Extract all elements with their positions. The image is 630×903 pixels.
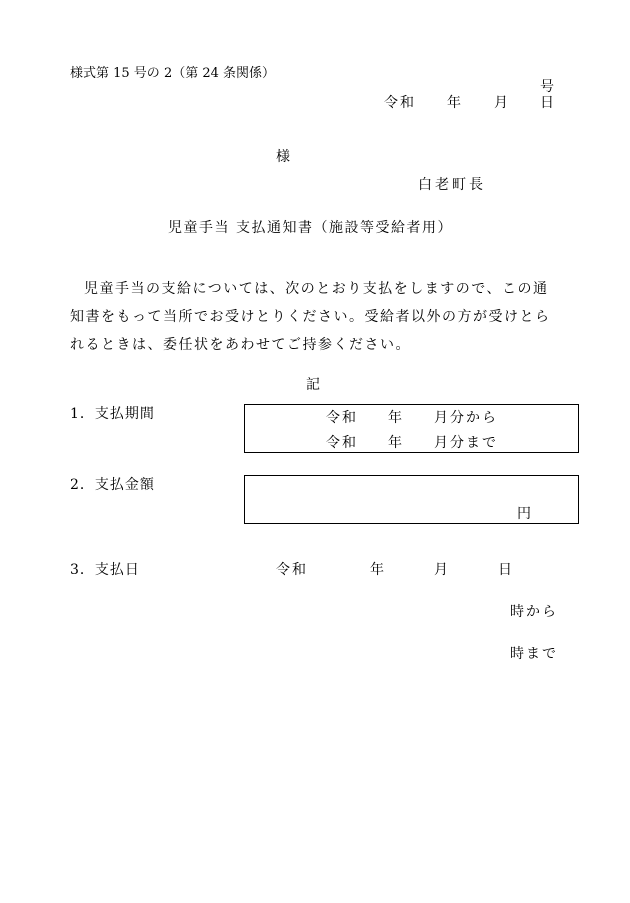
pay-date-day: 日 (498, 562, 512, 578)
pay-date-month: 月 (434, 562, 448, 578)
amount-unit: 円 (517, 506, 531, 522)
number-label: 号 (540, 79, 554, 95)
date-label: 3．支払日 (70, 562, 140, 578)
date-day-label: 日 (540, 95, 554, 111)
pay-date-era: 令和 (276, 562, 308, 578)
issuer-name: 白老町長 (418, 177, 486, 193)
form-reference: 様式第 15 号の 2（第 24 条関係） (70, 66, 276, 81)
time-from: 時から (510, 604, 558, 620)
period-label: 1．支払期間 (70, 406, 155, 422)
addressee-suffix: 様 (276, 149, 290, 165)
period-box (244, 404, 579, 453)
period-from-year: 年 (388, 410, 402, 426)
period-to-year: 年 (388, 435, 402, 451)
date-month-label: 月 (494, 95, 508, 111)
period-from-era: 令和 (326, 410, 358, 426)
body-paragraph: 児童手当の支給については、次のとおり支払をしますので、この通知書をもって当所でお受けとりください。受給者以外の方が受けとられるときは、委任状をあわせてご持参ください。 (70, 281, 551, 353)
pay-date-year: 年 (370, 562, 384, 578)
document-title: 児童手当 支払通知書（施設等受給者用） (168, 220, 453, 236)
date-year-label: 年 (447, 95, 461, 111)
period-from-suffix: 月分から (434, 410, 498, 426)
date-era: 令和 (384, 95, 416, 111)
ki-marker: 記 (306, 377, 320, 393)
period-to-suffix: 月分まで (434, 435, 498, 451)
time-to: 時まで (510, 646, 558, 662)
period-to-era: 令和 (326, 435, 358, 451)
amount-label: 2．支払金額 (70, 477, 155, 493)
